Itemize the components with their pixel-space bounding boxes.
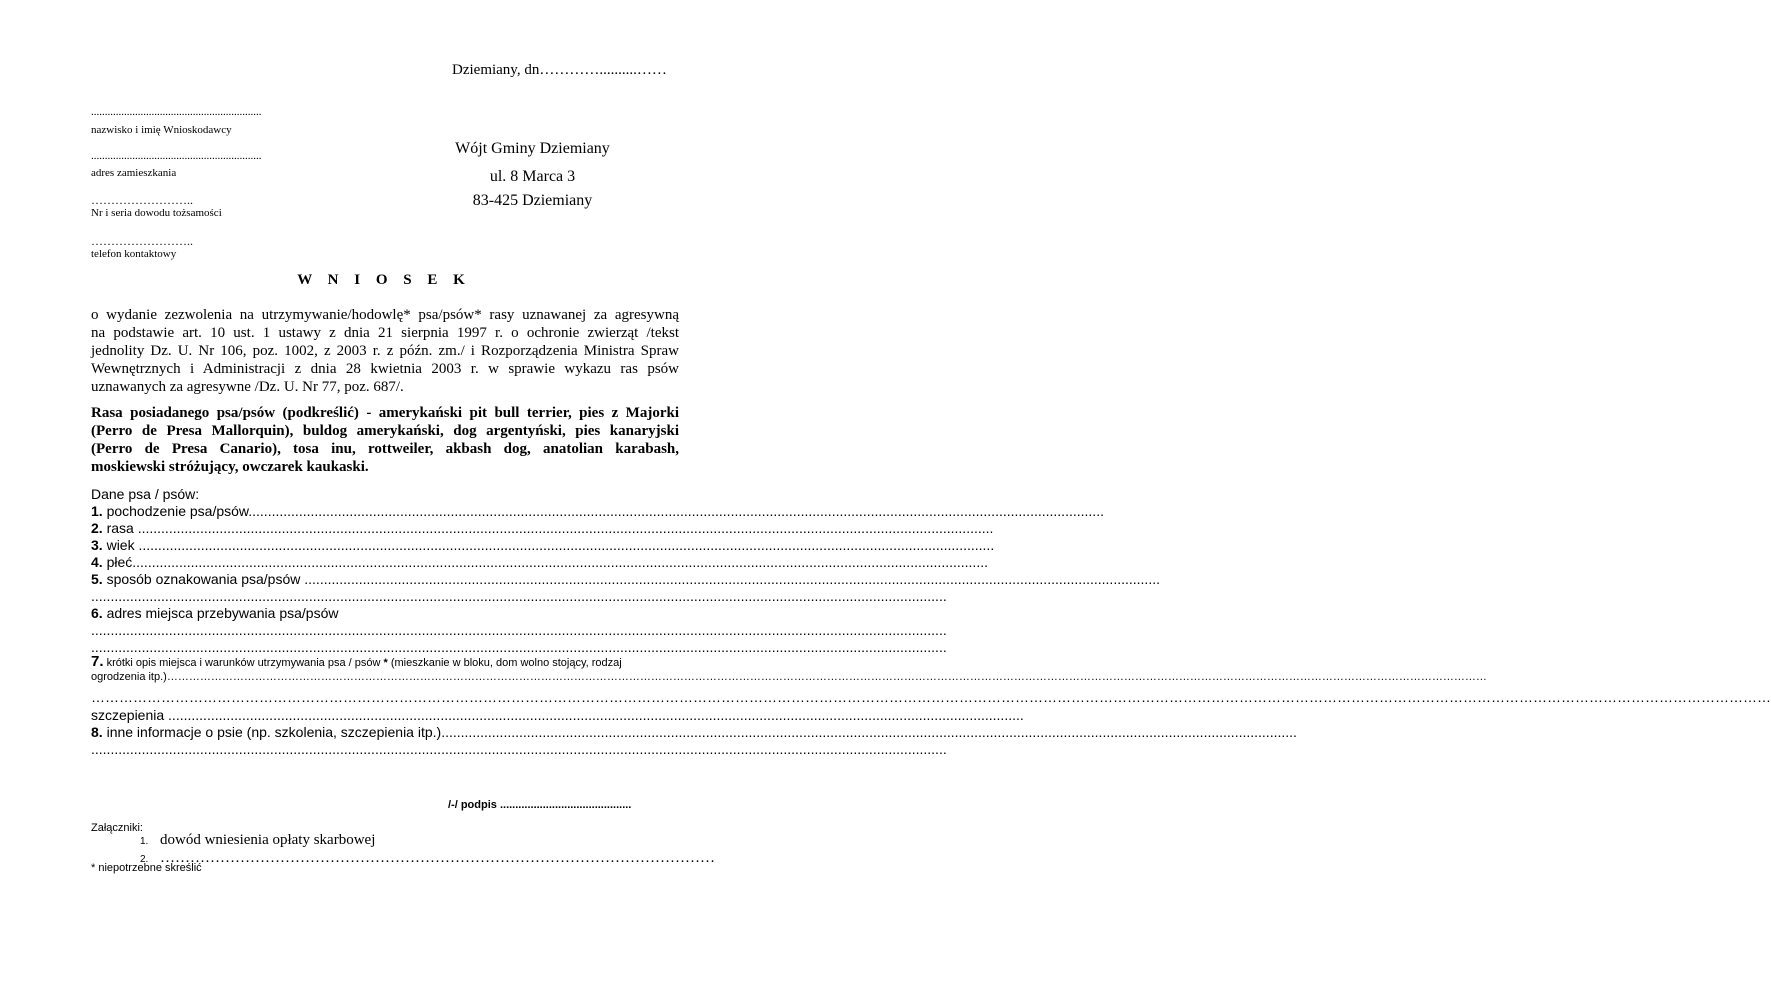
applicant-name-label: nazwisko i imię Wnioskodawcy	[91, 124, 232, 136]
applicant-phone-dots[interactable]: ……………………..	[91, 234, 193, 248]
field-label: krótki opis miejsca i warunków utrzymywania psa / psów	[103, 657, 384, 669]
intro-line: jednolity Dz. U. Nr 106, poz. 1002, z 2003 r. z późn. zm./ i Rozporządzenia Ministra Spraw	[91, 343, 679, 359]
field-number: 1.	[91, 503, 103, 519]
field-age[interactable]	[91, 536, 995, 554]
place-date-field[interactable]: Dziemiany, dn…………..........……	[452, 62, 667, 78]
signature-dots: ...........................................	[499, 799, 632, 811]
breeds-line: Rasa posiadanego psa/psów (podkreślić) - amerykański pit bull terrier, pies z Majorki	[91, 405, 679, 421]
field-vaccination[interactable]	[91, 706, 1024, 724]
breeds-line: (Perro de Presa Canario), tosa inu, rottweiler, akbash dog, anatolian karabash,	[91, 441, 679, 457]
addressee-street: ul. 8 Marca 3	[489, 168, 576, 185]
field-number: 8.	[91, 724, 103, 740]
field-marking-continuation[interactable]	[91, 587, 947, 605]
breeds-paragraph	[91, 404, 679, 476]
field-label: inne informacje o psie (np. szkolenia, szczepienia itp.)	[102, 724, 442, 740]
field-location-line-1[interactable]	[91, 621, 947, 639]
fill-dots: ............................................................................................................................................................................................................................	[137, 520, 994, 536]
fill-dots: ............................................................................................................................................................................................................................	[91, 741, 947, 757]
fill-dots: ………………………………………………………………………………………………………………………………………………………………………………………………………………………………………………………………………………………………………………………………	[166, 671, 1487, 683]
fill-dots: ............................................................................................................................................................................................................................	[248, 503, 1104, 519]
field-hint: (mieszkanie w bloku, dom wolno stojący, rodzaj	[387, 657, 622, 669]
applicant-address-dots[interactable]	[91, 150, 262, 162]
intro-paragraph	[91, 306, 679, 396]
dots: ..............................................................	[91, 150, 262, 162]
breeds-line: moskiewski stróżujący, owczarek kaukaski.	[91, 459, 369, 475]
fill-dots: ............................................................................................................................................................................................................................	[304, 571, 1160, 587]
field-origin[interactable]	[91, 502, 1104, 520]
addressee-title: Wójt Gminy Dziemiany	[455, 140, 610, 157]
dog-data-title: Dane psa / psów:	[91, 486, 200, 502]
intro-line: uznawanych za agresywne /Dz. U. Nr 77, poz. 687/.	[91, 379, 404, 395]
attachment-dots: …………………………………………………………………………………………………	[160, 850, 715, 866]
applicant-phone-label: telefon kontaktowy	[91, 248, 177, 260]
field-label: szczepienia	[91, 707, 169, 723]
field-hint: ogrodzenia itp.)	[91, 671, 167, 683]
field-number: 6.	[91, 605, 103, 621]
field-sex[interactable]	[91, 553, 988, 571]
addressee-city: 83-425 Dziemiany	[472, 192, 593, 209]
footnote-star: *	[383, 657, 388, 669]
fill-dots: ............................................................................................................................................................................................................................	[168, 707, 1024, 723]
applicant-id-label: Nr i seria dowodu tożsamości	[91, 207, 222, 219]
field-marking[interactable]	[91, 570, 1160, 588]
field-breed[interactable]	[91, 519, 994, 537]
attachment-number: 1.	[140, 836, 149, 847]
intro-line: o wydanie zezwolenia na utrzymywanie/hodowlę* psa/psów* rasy uznawanej za agresywną	[91, 307, 679, 323]
applicant-id-dots[interactable]: ……………………..	[91, 193, 193, 207]
fill-dots: ............................................................................................................................................................................................................................	[441, 724, 1297, 740]
signature-field[interactable]	[448, 799, 631, 811]
applicant-name-dots[interactable]	[91, 106, 262, 118]
fill-dots: ............................................................................................................................................................................................................................	[91, 588, 947, 604]
fill-dots: ………………………………………………………………………………………………………………………………………………………………………………………………………………………………………………………………………………………………………………………………	[91, 689, 1771, 705]
applicant-address-label: adres zamieszkania	[91, 167, 177, 179]
fill-dots: ............................................................................................................................................................................................................................	[91, 622, 947, 638]
field-label: rasa	[102, 520, 138, 536]
field-label: adres miejsca przebywania psa/psów	[102, 605, 339, 621]
attachment-item-2[interactable]	[140, 850, 715, 867]
field-location[interactable]	[91, 604, 679, 622]
field-label: pochodzenie psa/psów	[102, 503, 249, 519]
intro-line: Wewnętrznych i Administracji z dnia 28 kwietnia 2003 r. w sprawie wykazu ras psów	[91, 361, 679, 377]
field-number: 2.	[91, 520, 103, 536]
attachment-number: 2.	[140, 854, 149, 865]
footnote: * niepotrzebne skreślić	[91, 862, 202, 874]
field-number: 5.	[91, 571, 103, 587]
fill-dots: ............................................................................................................................................................................................................................	[91, 639, 947, 655]
signature-label: /-/ podpis	[448, 799, 500, 811]
field-label: wiek	[102, 537, 139, 553]
field-number: 3.	[91, 537, 103, 553]
intro-line: na podstawie art. 10 ust. 1 ustawy z dnia 21 sierpnia 1997 r. o ochronie zwierząt /tekst	[91, 325, 679, 341]
field-other[interactable]	[91, 723, 1297, 741]
attachments-title: Załączniki:	[91, 822, 143, 834]
breeds-line: (Perro de Presa Mallorquin), buldog amerykański, dog argentyński, pies kanaryjski	[91, 423, 679, 439]
field-conditions-line[interactable]	[91, 688, 1771, 706]
field-number: 7.	[91, 653, 104, 670]
field-number: 4.	[91, 554, 103, 570]
fill-dots: ............................................................................................................................................................................................................................	[138, 537, 995, 553]
field-conditions-hint[interactable]	[91, 669, 1487, 685]
attachment-text: dowód wniesienia opłaty skarbowej	[160, 832, 376, 848]
document-heading: W N I O S E K	[297, 272, 471, 288]
fill-dots: ............................................................................................................................................................................................................................	[132, 554, 988, 570]
field-other-line[interactable]	[91, 740, 947, 758]
attachment-item-1	[140, 832, 375, 849]
field-label: płeć	[102, 554, 133, 570]
field-label: sposób oznakowania psa/psów	[102, 571, 305, 587]
dots: ..............................................................	[91, 106, 262, 118]
